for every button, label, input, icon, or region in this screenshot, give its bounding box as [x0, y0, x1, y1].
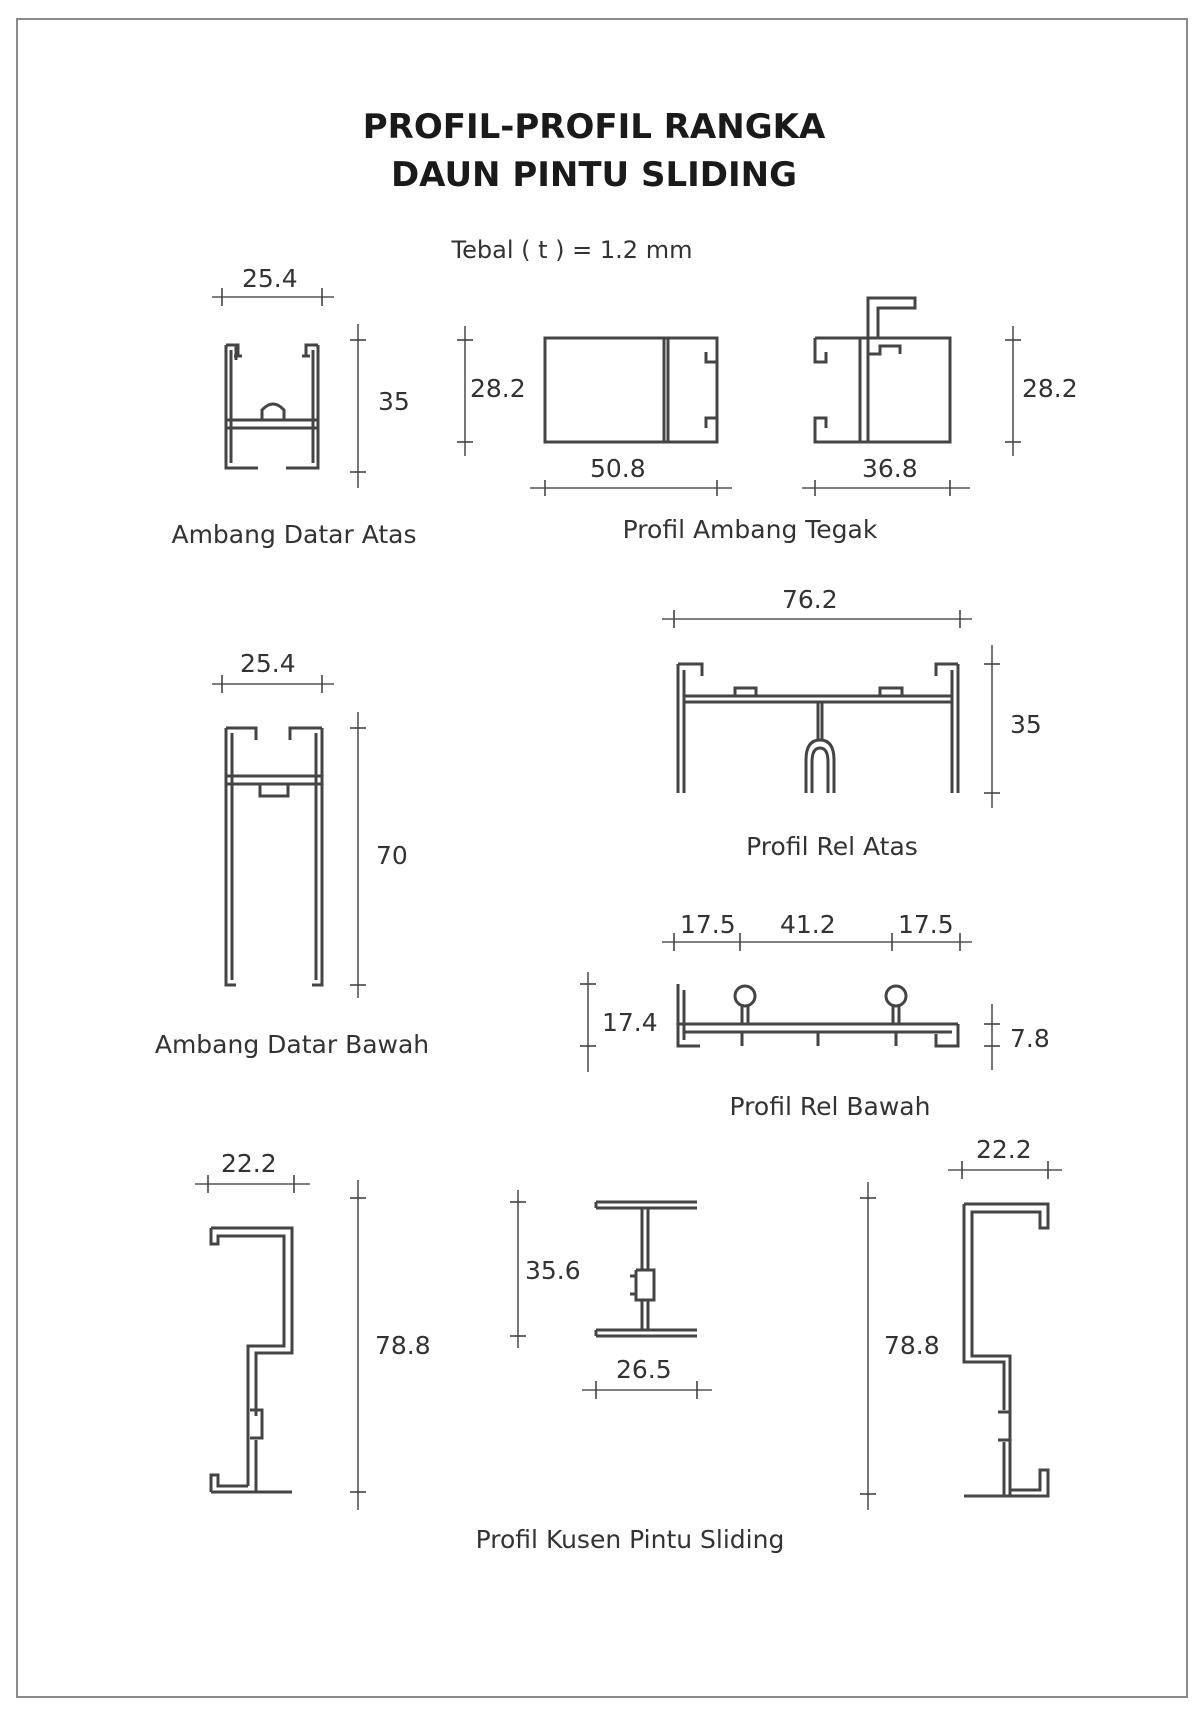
- thickness-note: Tebal ( t ) = 1.2 mm: [451, 236, 693, 264]
- ambang-tegak-right-height-dim: [1005, 326, 1078, 456]
- dim-label: 35: [378, 387, 410, 416]
- dim-label: 17.5: [898, 910, 954, 939]
- kusen-middle-height-dim: [510, 1190, 581, 1348]
- rel-bawah-small-height-dim: [984, 1004, 1050, 1070]
- dim-label: 41.2: [780, 910, 836, 939]
- rel-atas-profile: [678, 664, 958, 793]
- ambang-datar-bawah-height-dim: [350, 712, 408, 998]
- caption-ambang-tegak: Profil Ambang Tegak: [622, 515, 878, 544]
- ambang-tegak-right-width-dim: [802, 454, 970, 496]
- dim-label: 26.5: [616, 1355, 672, 1384]
- rel-atas-height-dim: [984, 645, 1042, 808]
- title-line-1: PROFIL-PROFIL RANGKA: [362, 107, 826, 147]
- rel-bawah-height-dim: [580, 972, 658, 1072]
- kusen-left-height-dim: [350, 1180, 431, 1510]
- dim-label: 22.2: [221, 1149, 277, 1178]
- caption-kusen: Profil Kusen Pintu Sliding: [475, 1525, 785, 1554]
- caption-rel-atas: Profil Rel Atas: [746, 832, 918, 861]
- dim-label: 28.2: [1022, 374, 1078, 403]
- dim-label: 28.2: [470, 374, 526, 403]
- kusen-left-width-dim: [195, 1149, 310, 1193]
- ambang-tegak-right-profile: [815, 298, 950, 442]
- dim-label: 25.4: [240, 649, 296, 678]
- caption-ambang-datar-atas: Ambang Datar Atas: [171, 520, 417, 549]
- dim-label: 50.8: [590, 454, 646, 483]
- rel-bawah-profile: [678, 984, 958, 1046]
- dim-label: 35: [1010, 710, 1042, 739]
- dim-label: 70: [376, 841, 408, 870]
- ambang-tegak-left-height-dim: [457, 326, 526, 456]
- dim-label: 17.4: [602, 1008, 658, 1037]
- kusen-left-profile: [211, 1228, 292, 1492]
- dim-label: 35.6: [525, 1256, 581, 1285]
- kusen-middle-profile: [596, 1202, 697, 1336]
- dim-label: 78.8: [884, 1331, 940, 1360]
- ambang-datar-bawah-width-dim: [212, 649, 334, 693]
- dim-label: 76.2: [782, 585, 838, 614]
- ambang-datar-atas-profile: [226, 345, 318, 468]
- dim-label: 17.5: [680, 910, 736, 939]
- caption-ambang-datar-bawah: Ambang Datar Bawah: [154, 1030, 430, 1059]
- title-line-2: DAUN PINTU SLIDING: [390, 155, 798, 195]
- kusen-middle-width-dim: [582, 1355, 712, 1399]
- caption-rel-bawah: Profil Rel Bawah: [729, 1092, 931, 1121]
- dim-label: 7.8: [1010, 1024, 1050, 1053]
- dim-label: 25.4: [242, 264, 298, 293]
- rel-atas-width-dim: [662, 585, 972, 628]
- kusen-right-profile: [964, 1204, 1048, 1496]
- ambang-tegak-left-profile: [545, 338, 717, 442]
- kusen-right-width-dim: [948, 1135, 1062, 1179]
- rel-bawah-width-dim: [662, 910, 972, 951]
- dim-label: 36.8: [862, 454, 918, 483]
- ambang-tegak-left-width-dim: [530, 454, 732, 496]
- ambang-datar-atas-width-dim: [212, 264, 334, 306]
- kusen-right-height-dim: [860, 1182, 940, 1510]
- dim-label: 22.2: [976, 1135, 1032, 1164]
- ambang-datar-atas-height-dim: [350, 324, 410, 488]
- dim-label: 78.8: [375, 1331, 431, 1360]
- ambang-datar-bawah-profile: [226, 728, 322, 985]
